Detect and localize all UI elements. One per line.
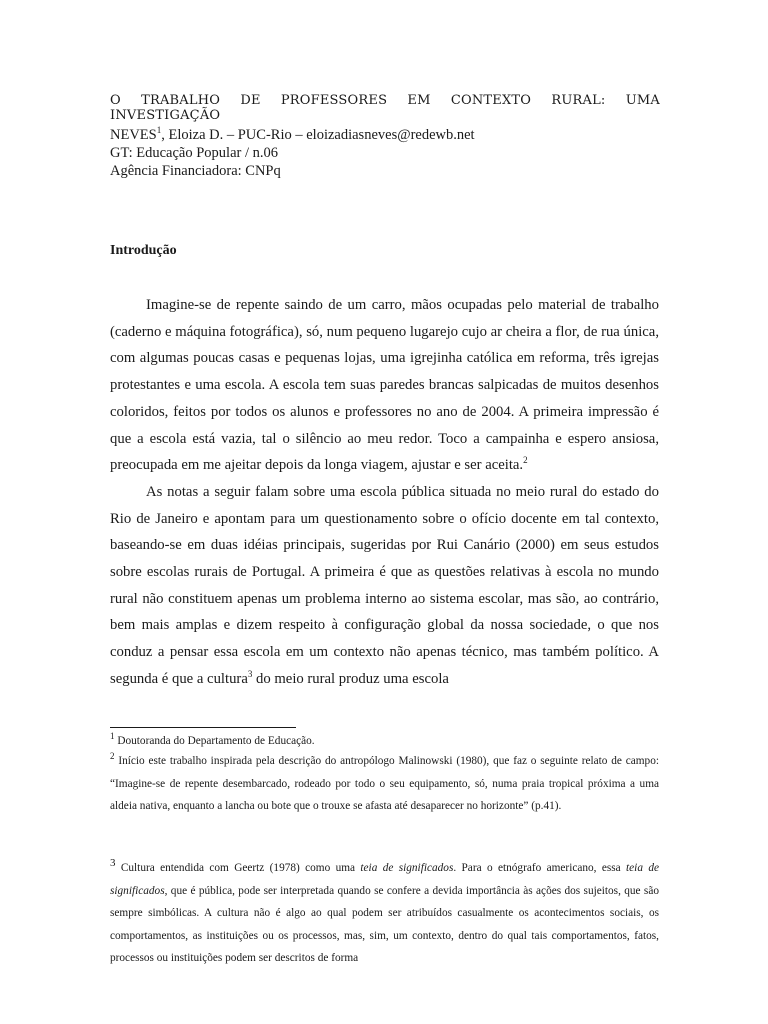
body-text [110,292,659,693]
paragraph-2 [110,479,659,693]
footnote-3-text-b: . Para o etnógrafo americano, essa [453,862,627,874]
footnote-3-text-c: , que é pública, pode ser interpretada quando se confere a devida importância às ações dos sujeitos, que são sempre simbólicas. A cultura não é algo ao qual podem ser atribuídos casualmente os acontecimentos sociais, os comportamentos, as instituições ou os processos, mas, sim, um contexto, dentro do qual tais comportamentos, fatos, processos ou instituições podem ser descritos de forma [110,884,659,964]
author-surname: NEVES [110,127,157,143]
footnote-separator [110,727,296,728]
section-heading: Introdução [110,243,177,258]
author-line [110,126,670,144]
paragraph-1 [110,292,659,479]
footnote-2 [110,750,659,818]
footnote-3-italic-a: teia de significados [360,862,454,874]
footnote-1 [110,733,659,750]
footnote-1-text: Doutoranda do Departamento de Educação. [114,735,315,747]
paragraph-2-text-b: do meio rural produz uma escola [252,670,449,687]
funding-line: Agência Financiadora: CNPq [110,163,281,179]
paper-title: O TRABALHO DE PROFESSORES EM CONTEXTO RURAL: UMA INVESTIGAÇÃO [110,93,660,123]
footnote-3 [110,857,659,970]
author-details: , Eloiza D. – PUC-Rio – eloizadiasneves@redewb.net [161,127,475,143]
footnote-3-italic-b: teia de significados [110,862,659,897]
footnote-2-text: Início este trabalho inspirada pela descrição do antropólogo Malinowski (1980), que faz o seguinte relato de campo: “Imagine-se de repente desembarcado, rodeado por todo o seu equipamento, só, numa praia tropical próxima a uma aldeia nativa, enquanto a lancha ou bote que o trouxe se afasta até desaparecer no horizonte” (p.41). [110,755,659,812]
footnote-3-text-a: Cultura entendida com Geertz (1978) como uma [115,862,361,874]
author-footnote-ref: 1 [156,125,162,136]
paragraph-2-text-a: As notas a seguir falam sobre uma escola pública situada no meio rural do estado do Rio de Janeiro e apontam para um questionamento sobre o ofício docente em tal contexto, baseando-se em duas idéias principais, sugeridas por Rui Canário (2000) em seus estudos sobre escolas rurais de Portugal. A primeira é que as questões relativas à escola no mundo rural não constituem apenas um problema interno ao sistema escolar, mas são, ao contrário, bem mais amplas e dizem respeito à configuração global da nossa sociedade, o que nos conduz a pensar essa escola em um contexto não apenas técnico, mas também político. A segunda é que a cultura [110,483,659,687]
footnote-ref-3: 3 [247,668,253,679]
footnote-3-number: 3 [110,857,116,870]
paragraph-1-text: Imagine-se de repente saindo de um carro, mãos ocupadas pelo material de trabalho (caderno e máquina fotográfica), só, num pequeno lugarejo cujo ar cheira a flor, de rua única, com algumas poucas casas e pequenas lojas, uma igrejinha católica em reforma, três igrejas protestantes e uma escola. A escola tem suas paredes brancas salpicadas de muitos desenhos coloridos, feitos por todos os alunos e professores no ano de 2004. A primeira impressão é que a escola está vazia, tal o silêncio ao meu redor. Toco a campainha e espero ansiosa, preocupada em me ajeitar depois da longa viagem, ajustar e ser aceita. [110,297,659,474]
footnote-ref-2: 2 [523,455,528,466]
footnote-2-number: 2 [110,751,115,762]
footnote-1-number: 1 [110,731,115,742]
working-group-line: GT: Educação Popular / n.06 [110,145,278,161]
author-block [110,126,670,180]
